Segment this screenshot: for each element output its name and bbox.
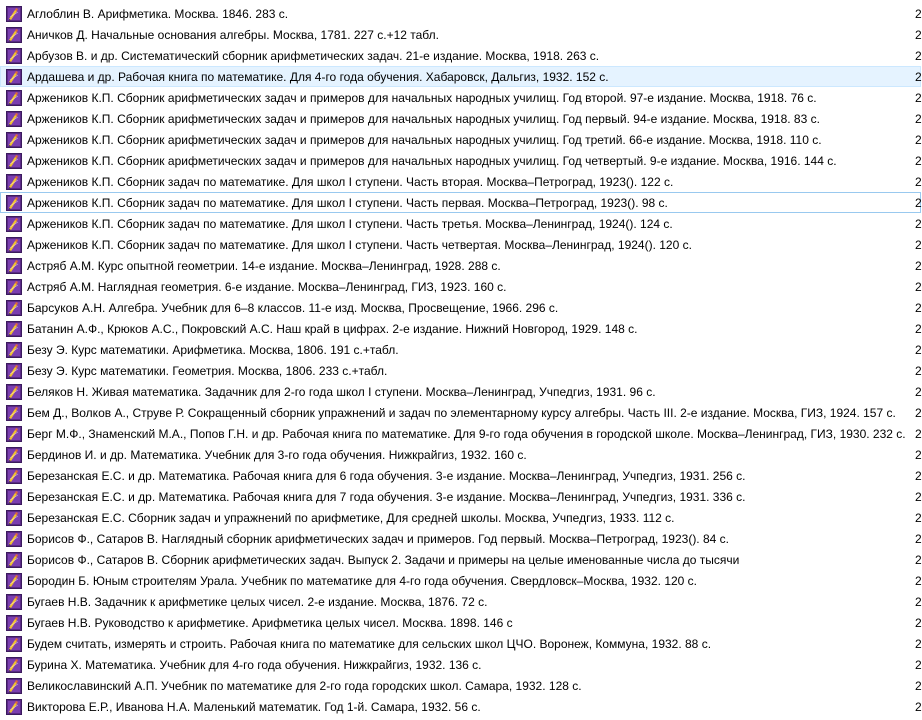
file-name: Аржеников К.П. Сборник арифметических задач и примеров для начальных народных училищ. Год четвертый. 9-е издание. Москва, 1916. 144 с. bbox=[27, 153, 837, 168]
file-name: Будем считать, измерять и строить. Рабочая книга по математике для сельских школ ЦЧО. Воронеж, Коммуна, 1932. 88 с. bbox=[27, 636, 712, 651]
djvu-file-icon bbox=[6, 258, 22, 274]
djvu-file-icon bbox=[6, 363, 22, 379]
file-name: Бородин Б. Юным строителям Урала. Учебник по математике для 4-го года обучения. Свердловск–Москва, 1932. 120 с. bbox=[27, 573, 698, 588]
djvu-file-icon bbox=[6, 405, 22, 421]
djvu-file-icon bbox=[6, 510, 22, 526]
file-name: Бурина Х. Математика. Учебник для 4-го года обучения. Нижкрайгиз, 1932. 136 с. bbox=[27, 657, 482, 672]
file-row[interactable] bbox=[0, 486, 921, 507]
file-row[interactable] bbox=[0, 381, 921, 402]
file-name: Безу Э. Курс математики. Арифметика. Москва, 1806. 191 с.+табл. bbox=[27, 342, 399, 357]
file-row[interactable] bbox=[0, 339, 921, 360]
file-name: Беляков Н. Живая математика. Задачник для 2-го года школ I ступени. Москва–Ленинград, Учпедгиз, 1931. 96 с. bbox=[27, 384, 656, 399]
djvu-file-icon bbox=[6, 489, 22, 505]
file-name: Березанская Е.С. Сборник задач и упражнений по арифметике, Для средней школы. Москва, Учпедгиз, 1933. 112 с. bbox=[27, 510, 675, 525]
truncated-date-column: 2 bbox=[915, 70, 922, 84]
file-row[interactable] bbox=[0, 297, 921, 318]
truncated-date-column: 2 bbox=[915, 574, 922, 588]
djvu-file-icon bbox=[6, 153, 22, 169]
djvu-file-icon bbox=[6, 468, 22, 484]
file-name: Борисов Ф., Сатаров В. Сборник арифметических задач. Выпуск 2. Задачи и примеры на целые именованные числа до тысячи bbox=[27, 552, 740, 567]
djvu-file-icon bbox=[6, 531, 22, 547]
truncated-date-column: 2 bbox=[915, 238, 922, 252]
djvu-file-icon bbox=[6, 216, 22, 232]
file-name: Аржеников К.П. Сборник арифметических задач и примеров для начальных народных училищ. Год третий. 66-е издание. Москва, 1918. 110 с. bbox=[27, 132, 822, 147]
djvu-file-icon bbox=[6, 678, 22, 694]
truncated-date-column: 2 bbox=[915, 700, 922, 714]
truncated-date-column: 2 bbox=[915, 28, 922, 42]
truncated-date-column: 2 bbox=[915, 364, 922, 378]
truncated-date-column: 2 bbox=[915, 196, 922, 210]
file-name: Арбузов В. и др. Систематический сборник арифметических задач. 21-е издание. Москва, 1918. 263 с. bbox=[27, 48, 600, 63]
file-row[interactable] bbox=[0, 675, 921, 696]
djvu-file-icon bbox=[6, 48, 22, 64]
file-row[interactable] bbox=[0, 654, 921, 675]
truncated-date-column: 2 bbox=[915, 7, 922, 21]
djvu-file-icon bbox=[6, 321, 22, 337]
truncated-date-column: 2 bbox=[915, 280, 922, 294]
truncated-date-column: 2 bbox=[915, 490, 922, 504]
file-name: Батанин А.Ф., Крюков А.С., Покровский А.С. Наш край в цифрах. 2-е издание. Нижний Новгород, 1929. 148 с. bbox=[27, 321, 638, 336]
truncated-date-column: 2 bbox=[915, 217, 922, 231]
djvu-file-icon bbox=[6, 69, 22, 85]
file-row[interactable] bbox=[0, 3, 921, 24]
truncated-date-column: 2 bbox=[915, 679, 922, 693]
file-name: Березанская Е.С. и др. Математика. Рабочая книга для 6 года обучения. 3-е издание. Москва–Ленинград, Учпедгиз, 1931. 256 с. bbox=[27, 468, 746, 483]
truncated-date-column: 2 bbox=[915, 448, 922, 462]
file-row[interactable] bbox=[0, 108, 921, 129]
file-row[interactable] bbox=[0, 24, 921, 45]
djvu-file-icon bbox=[6, 6, 22, 22]
djvu-file-icon bbox=[6, 342, 22, 358]
truncated-date-column: 2 bbox=[915, 301, 922, 315]
djvu-file-icon bbox=[6, 552, 22, 568]
file-row[interactable] bbox=[0, 423, 921, 444]
djvu-file-icon bbox=[6, 300, 22, 316]
truncated-date-column: 2 bbox=[915, 343, 922, 357]
djvu-file-icon bbox=[6, 279, 22, 295]
djvu-file-icon bbox=[6, 90, 22, 106]
file-row[interactable] bbox=[0, 696, 921, 717]
djvu-file-icon bbox=[6, 174, 22, 190]
truncated-date-column: 2 bbox=[915, 595, 922, 609]
truncated-date-column: 2 bbox=[915, 112, 922, 126]
djvu-file-icon bbox=[6, 615, 22, 631]
truncated-date-column: 2 bbox=[915, 553, 922, 567]
file-row[interactable] bbox=[0, 528, 921, 549]
file-row[interactable] bbox=[0, 87, 921, 108]
file-row[interactable] bbox=[0, 570, 921, 591]
djvu-file-icon bbox=[6, 384, 22, 400]
djvu-file-icon bbox=[6, 132, 22, 148]
file-name: Астряб А.М. Наглядная геометрия. 6-е издание. Москва–Ленинград, ГИЗ, 1923. 160 с. bbox=[27, 279, 507, 294]
file-row[interactable] bbox=[0, 318, 921, 339]
file-row[interactable] bbox=[0, 612, 921, 633]
file-row[interactable] bbox=[0, 192, 921, 213]
file-row[interactable] bbox=[0, 444, 921, 465]
truncated-date-column: 2 bbox=[915, 637, 922, 651]
file-name: Аглоблин В. Арифметика. Москва. 1846. 283 с. bbox=[27, 6, 289, 21]
djvu-file-icon bbox=[6, 27, 22, 43]
djvu-file-icon bbox=[6, 447, 22, 463]
file-name: Безу Э. Курс математики. Геометрия. Москва, 1806. 233 с.+табл. bbox=[27, 363, 388, 378]
file-name: Бугаев Н.В. Задачник к арифметике целых чисел. 2-е издание. Москва, 1876. 72 с. bbox=[27, 594, 488, 609]
djvu-file-icon bbox=[6, 699, 22, 715]
file-name: Берг М.Ф., Знаменский М.А., Попов Г.Н. и др. Рабочая книга по математике. Для 9-го года обучения в городской школе. Москва–Ленинград, ГИЗ, 1930. 232 с. bbox=[27, 426, 906, 441]
file-name: Аржеников К.П. Сборник арифметических задач и примеров для начальных народных училищ. Год первый. 94-е издание. Москва, 1918. 83 с. bbox=[27, 111, 820, 126]
djvu-file-icon bbox=[6, 426, 22, 442]
file-name: Аржеников К.П. Сборник задач по математике. Для школ I ступени. Часть вторая. Москва–Петроград, 1923(). 122 с. bbox=[27, 174, 674, 189]
truncated-date-column: 2 bbox=[915, 469, 922, 483]
file-name: Аржеников К.П. Сборник задач по математике. Для школ I ступени. Часть четвертая. Москва–Ленинград, 1924(). 120 с. bbox=[27, 237, 692, 252]
file-name: Аржеников К.П. Сборник арифметических задач и примеров для начальных народных училищ. Год второй. 97-е издание. Москва, 1918. 76 с. bbox=[27, 90, 817, 105]
truncated-date-column: 2 bbox=[915, 385, 922, 399]
truncated-date-column: 2 bbox=[915, 259, 922, 273]
truncated-date-column: 2 bbox=[915, 658, 922, 672]
file-row[interactable] bbox=[0, 549, 921, 570]
file-row[interactable] bbox=[0, 591, 921, 612]
file-name: Березанская Е.С. и др. Математика. Рабочая книга для 7 года обучения. 3-е издание. Москва–Ленинград, Учпедгиз, 1931. 336 с. bbox=[27, 489, 746, 504]
djvu-file-icon bbox=[6, 237, 22, 253]
file-row[interactable] bbox=[0, 276, 921, 297]
file-name: Астряб А.М. Курс опытной геометрии. 14-е издание. Москва–Ленинград, 1928. 288 с. bbox=[27, 258, 501, 273]
file-row[interactable] bbox=[0, 507, 921, 528]
file-name: Ардашева и др. Рабочая книга по математике. Для 4-го года обучения. Хабаровск, Дальгиз, 1932. 152 с. bbox=[27, 69, 609, 84]
file-name: Бугаев Н.В. Руководство к арифметике. Арифметика целых чисел. Москва. 1898. 146 с bbox=[27, 615, 513, 630]
djvu-file-icon bbox=[6, 636, 22, 652]
file-row[interactable] bbox=[0, 45, 921, 66]
file-name: Аржеников К.П. Сборник задач по математике. Для школ I ступени. Часть третья. Москва–Ленинград, 1924(). 124 с. bbox=[27, 216, 673, 231]
file-row[interactable] bbox=[0, 129, 921, 150]
file-row[interactable] bbox=[0, 633, 921, 654]
djvu-file-icon bbox=[6, 573, 22, 589]
file-name: Викторова Е.Р., Иванова Н.А. Маленький математик. Год 1-й. Самара, 1932. 56 с. bbox=[27, 699, 481, 714]
truncated-date-column: 2 bbox=[915, 91, 922, 105]
file-row[interactable] bbox=[0, 66, 921, 87]
djvu-file-icon bbox=[6, 594, 22, 610]
djvu-file-icon bbox=[6, 657, 22, 673]
file-name: Бем Д., Волков А., Струве Р. Сокращенный сборник упражнений и задач по элементарному курсу алгебры. Часть III. 2-е издание. Москва, ГИЗ, 1924. 157 с. bbox=[27, 405, 896, 420]
djvu-file-icon bbox=[6, 195, 22, 211]
file-name: Аничков Д. Начальные основания алгебры. Москва, 1781. 227 с.+12 табл. bbox=[27, 27, 439, 42]
file-row[interactable] bbox=[0, 255, 921, 276]
file-name: Борисов Ф., Сатаров В. Наглядный сборник арифметических задач и примеров. Год первый. Москва–Петроград, 1923(). 84 с. bbox=[27, 531, 729, 546]
file-row[interactable] bbox=[0, 234, 921, 255]
file-name: Бердинов И. и др. Математика. Учебник для 3-го года обучения. Нижкрайгиз, 1932. 160 с. bbox=[27, 447, 527, 462]
truncated-date-column: 2 bbox=[915, 175, 922, 189]
file-row[interactable] bbox=[0, 150, 921, 171]
truncated-date-column: 2 bbox=[915, 154, 922, 168]
truncated-date-column: 2 bbox=[915, 406, 922, 420]
truncated-date-column: 2 bbox=[915, 616, 922, 630]
truncated-date-column: 2 bbox=[915, 532, 922, 546]
truncated-date-column: 2 bbox=[915, 427, 922, 441]
truncated-date-column: 2 bbox=[915, 133, 922, 147]
file-row[interactable] bbox=[0, 402, 921, 423]
file-name: Барсуков А.Н. Алгебра. Учебник для 6–8 классов. 11-е изд. Москва, Просвещение, 1966. 296 с. bbox=[27, 300, 559, 315]
file-row[interactable] bbox=[0, 171, 921, 192]
file-name: Великославинский А.П. Учебник по математике для 2-го года городских школ. Самара, 1932. 128 с. bbox=[27, 678, 582, 693]
file-row[interactable] bbox=[0, 213, 921, 234]
truncated-date-column: 2 bbox=[915, 49, 922, 63]
djvu-file-icon bbox=[6, 111, 22, 127]
truncated-date-column: 2 bbox=[915, 511, 922, 525]
file-row[interactable] bbox=[0, 360, 921, 381]
file-row[interactable] bbox=[0, 465, 921, 486]
file-name: Аржеников К.П. Сборник задач по математике. Для школ I ступени. Часть первая. Москва–Петроград, 1923(). 98 с. bbox=[27, 195, 668, 210]
truncated-date-column: 2 bbox=[915, 322, 922, 336]
